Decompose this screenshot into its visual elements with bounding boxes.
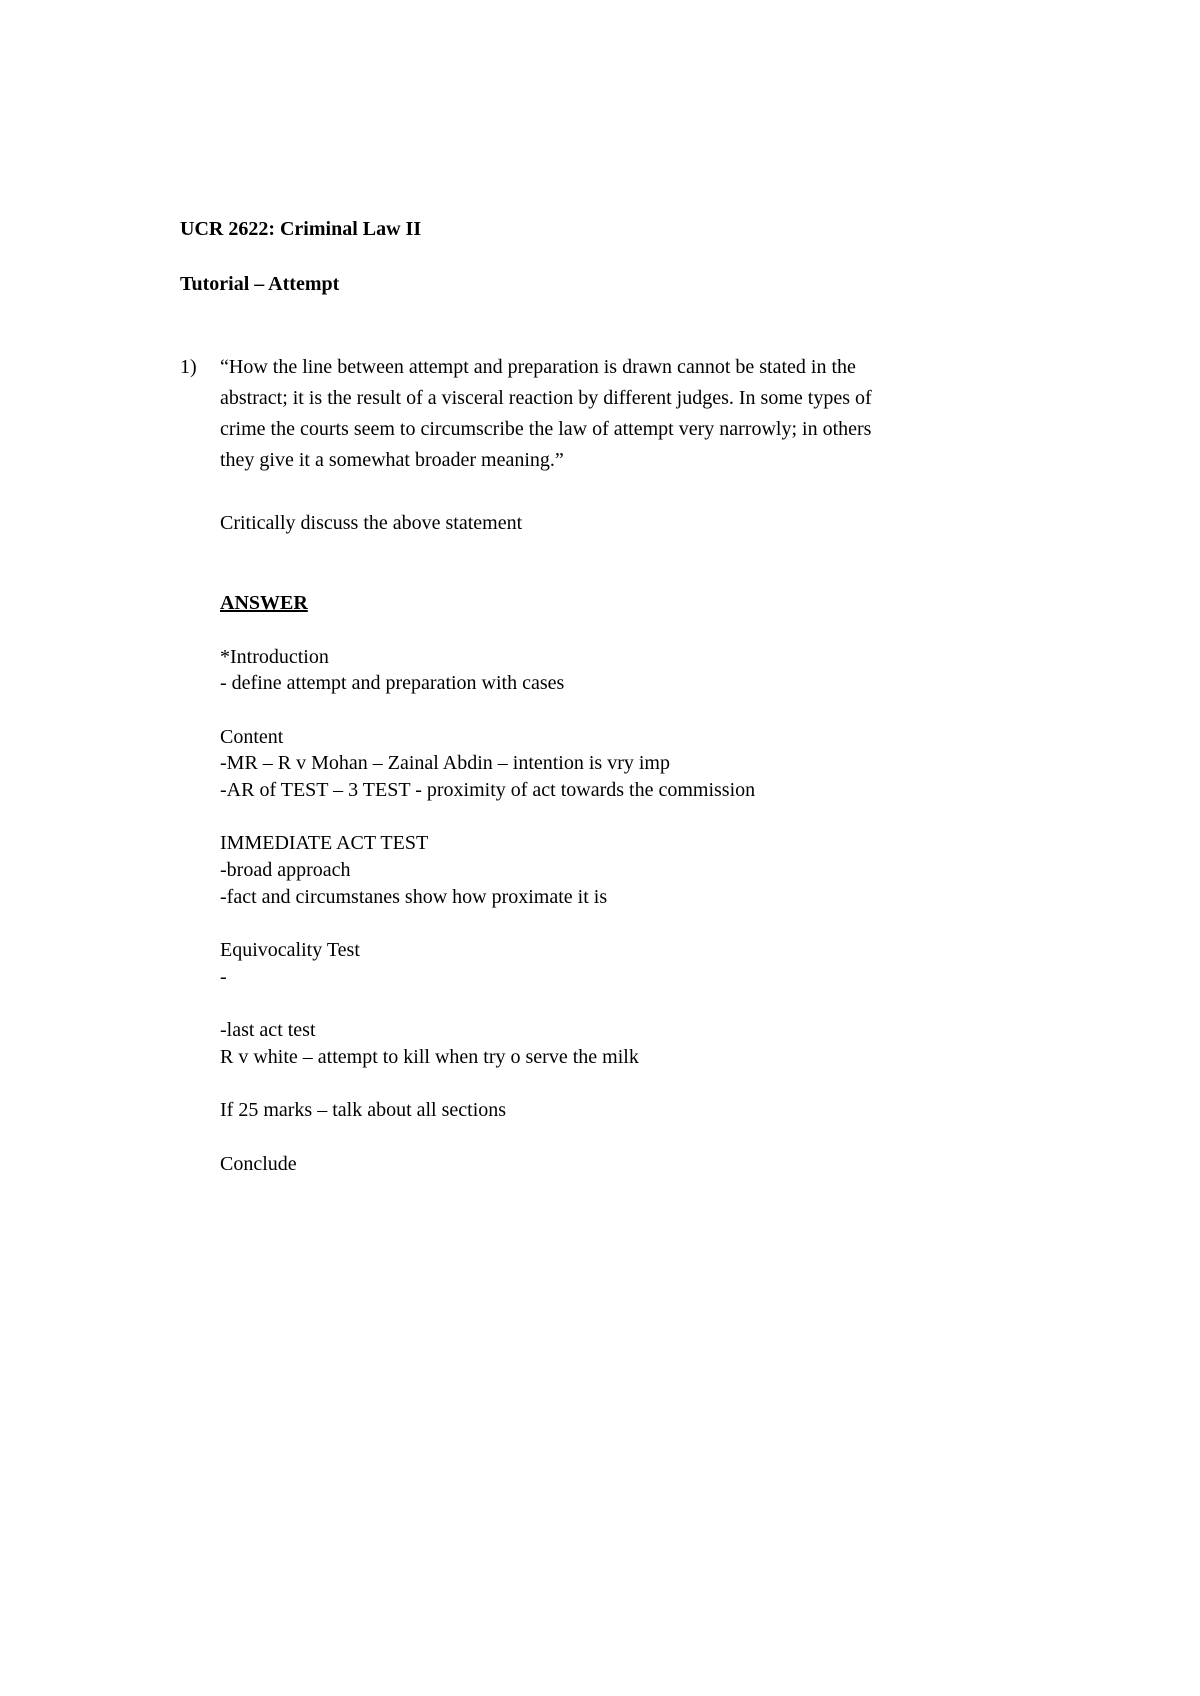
question-instruction: Critically discuss the above statement (220, 512, 523, 534)
intro-heading: *Introduction (220, 646, 329, 668)
question-line-3: crime the courts seem to circumscribe the law of attempt very narrowly; in others (220, 418, 872, 440)
conclude-note: Conclude (220, 1153, 297, 1175)
content-point-2: -AR of TEST – 3 TEST - proximity of act towards the commission (220, 779, 756, 801)
immediate-act-point-1: -broad approach (220, 859, 351, 881)
content-point-1: -MR – R v Mohan – Zainal Abdin – intention is vry imp (220, 752, 670, 774)
question-line-1: “How the line between attempt and preparation is drawn cannot be stated in the (220, 356, 856, 378)
question-number: 1) (180, 356, 197, 378)
tutorial-title: Tutorial – Attempt (180, 273, 340, 295)
marks-note: If 25 marks – talk about all sections (220, 1099, 507, 1121)
last-act-heading: -last act test (220, 1019, 316, 1041)
immediate-act-point-2: -fact and circumstanes show how proximate it is (220, 886, 608, 908)
course-title: UCR 2622: Criminal Law II (180, 218, 422, 240)
question-line-2: abstract; it is the result of a visceral reaction by different judges. In some types of (220, 387, 872, 409)
intro-point: - define attempt and preparation with cases (220, 672, 565, 694)
equivocality-heading: Equivocality Test (220, 939, 360, 961)
immediate-act-heading: IMMEDIATE ACT TEST (220, 832, 429, 854)
answer-heading: ANSWER (220, 592, 308, 614)
content-heading: Content (220, 726, 284, 748)
equivocality-point: - (220, 966, 227, 988)
question-line-4: they give it a somewhat broader meaning.” (220, 449, 564, 471)
last-act-point: R v white – attempt to kill when try o serve the milk (220, 1046, 639, 1068)
